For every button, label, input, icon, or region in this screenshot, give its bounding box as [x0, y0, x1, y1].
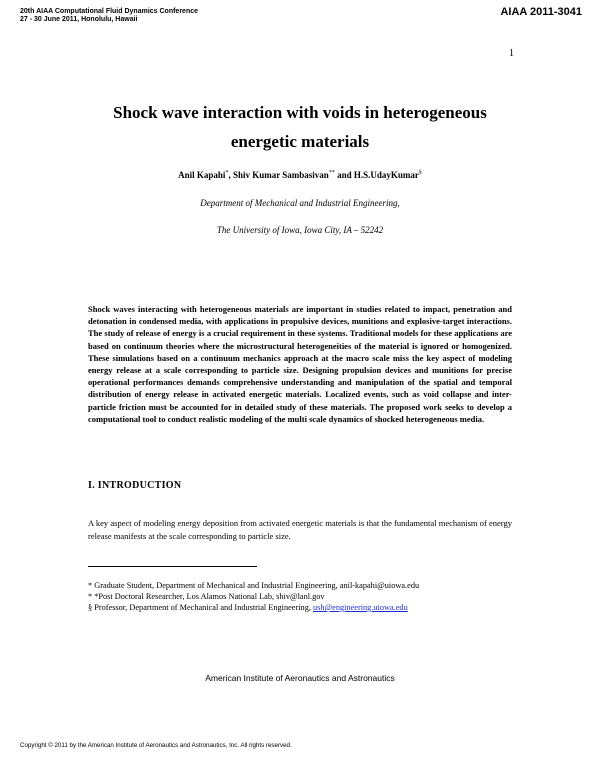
- author-3: H.S.UdayKumar: [353, 170, 419, 180]
- footnote-1: * Graduate Student, Department of Mechanical and Industrial Engineering, anil-kapahi@uiowa.edu: [88, 581, 420, 590]
- author-separator: ,: [228, 170, 233, 180]
- title-line-2: energetic materials: [230, 132, 370, 151]
- email-link[interactable]: ush@engineering.uiowa.edu: [313, 603, 408, 612]
- affiliation-university: The University of Iowa, Iowa City, IA – 52242: [216, 225, 384, 235]
- footnote-divider: [88, 566, 257, 567]
- footnotes: [88, 580, 518, 613]
- footnote-2: * *Post Doctoral Researcher, Los Alamos National Lab, shiv@lanl.gov: [88, 592, 325, 601]
- page-number: 1: [509, 48, 514, 59]
- author-separator: and: [334, 170, 354, 180]
- footnote-3: [88, 602, 518, 613]
- affiliation-department: Department of Mechanical and Industrial Engineering,: [200, 198, 400, 208]
- author-2: Shiv Kumar Sambasivan: [232, 170, 329, 180]
- section-heading: I. INTRODUCTION: [88, 480, 182, 491]
- author-1: Anil Kapahi: [178, 170, 226, 180]
- conference-date-location: 27 - 30 June 2011, Honolulu, Hawaii: [20, 16, 138, 23]
- author-3-mark: §: [418, 170, 422, 176]
- footer-organization: American Institute of Aeronautics and Astronautics: [205, 673, 395, 683]
- author-2-mark: **: [328, 170, 335, 176]
- author-list: [0, 170, 600, 180]
- copyright-notice: Copyright © 2011 by the American Institute of Aeronautics and Astronautics, Inc. All rights reserved.: [20, 742, 292, 749]
- abstract: Shock waves interacting with heterogeneous materials are important in studies related to impact, penetration and detonation in condensed media, with applications in propulsive devices, munitions and explosive-target interactions. The study of release of energy is a crucial requirement in these systems. Traditional models for these applications are based on continuum theories where the microstructural heterogeneities of the material is ignored or homogenized. These simulations based on a continuum mechanics approach at the macro scale miss the key aspect of modeling energy release at a scale corresponding to particle size. Designing propulsion devices and munitions for precise operational performances demands comprehensive understanding and manipulation of the spatial and temporal distribution of energy release in activated energetic materials. Localized events, such as void collapse and inter-particle friction must be accounted for in detailed study of these materials. The proposed work seeks to develop a computational tool to conduct realistic modeling of the multi scale dynamics of shocked heterogeneous media.: [88, 304, 512, 424]
- author-1-mark: *: [225, 170, 229, 176]
- title-line-1: Shock wave interaction with voids in heterogeneous: [113, 103, 487, 122]
- conference-name: 20th AIAA Computational Fluid Dynamics Conference: [20, 8, 199, 15]
- intro-paragraph: A key aspect of modeling energy deposition from activated energetic materials is that the fundamental mechanism of energy release manifests at the scale corresponding to particle size.: [88, 518, 512, 541]
- footnote-3-text: § Professor, Department of Mechanical and Industrial Engineering,: [88, 603, 313, 612]
- conference-info: [20, 8, 198, 24]
- paper-id: AIAA 2011-3041: [500, 6, 582, 18]
- paper-title: [0, 98, 600, 156]
